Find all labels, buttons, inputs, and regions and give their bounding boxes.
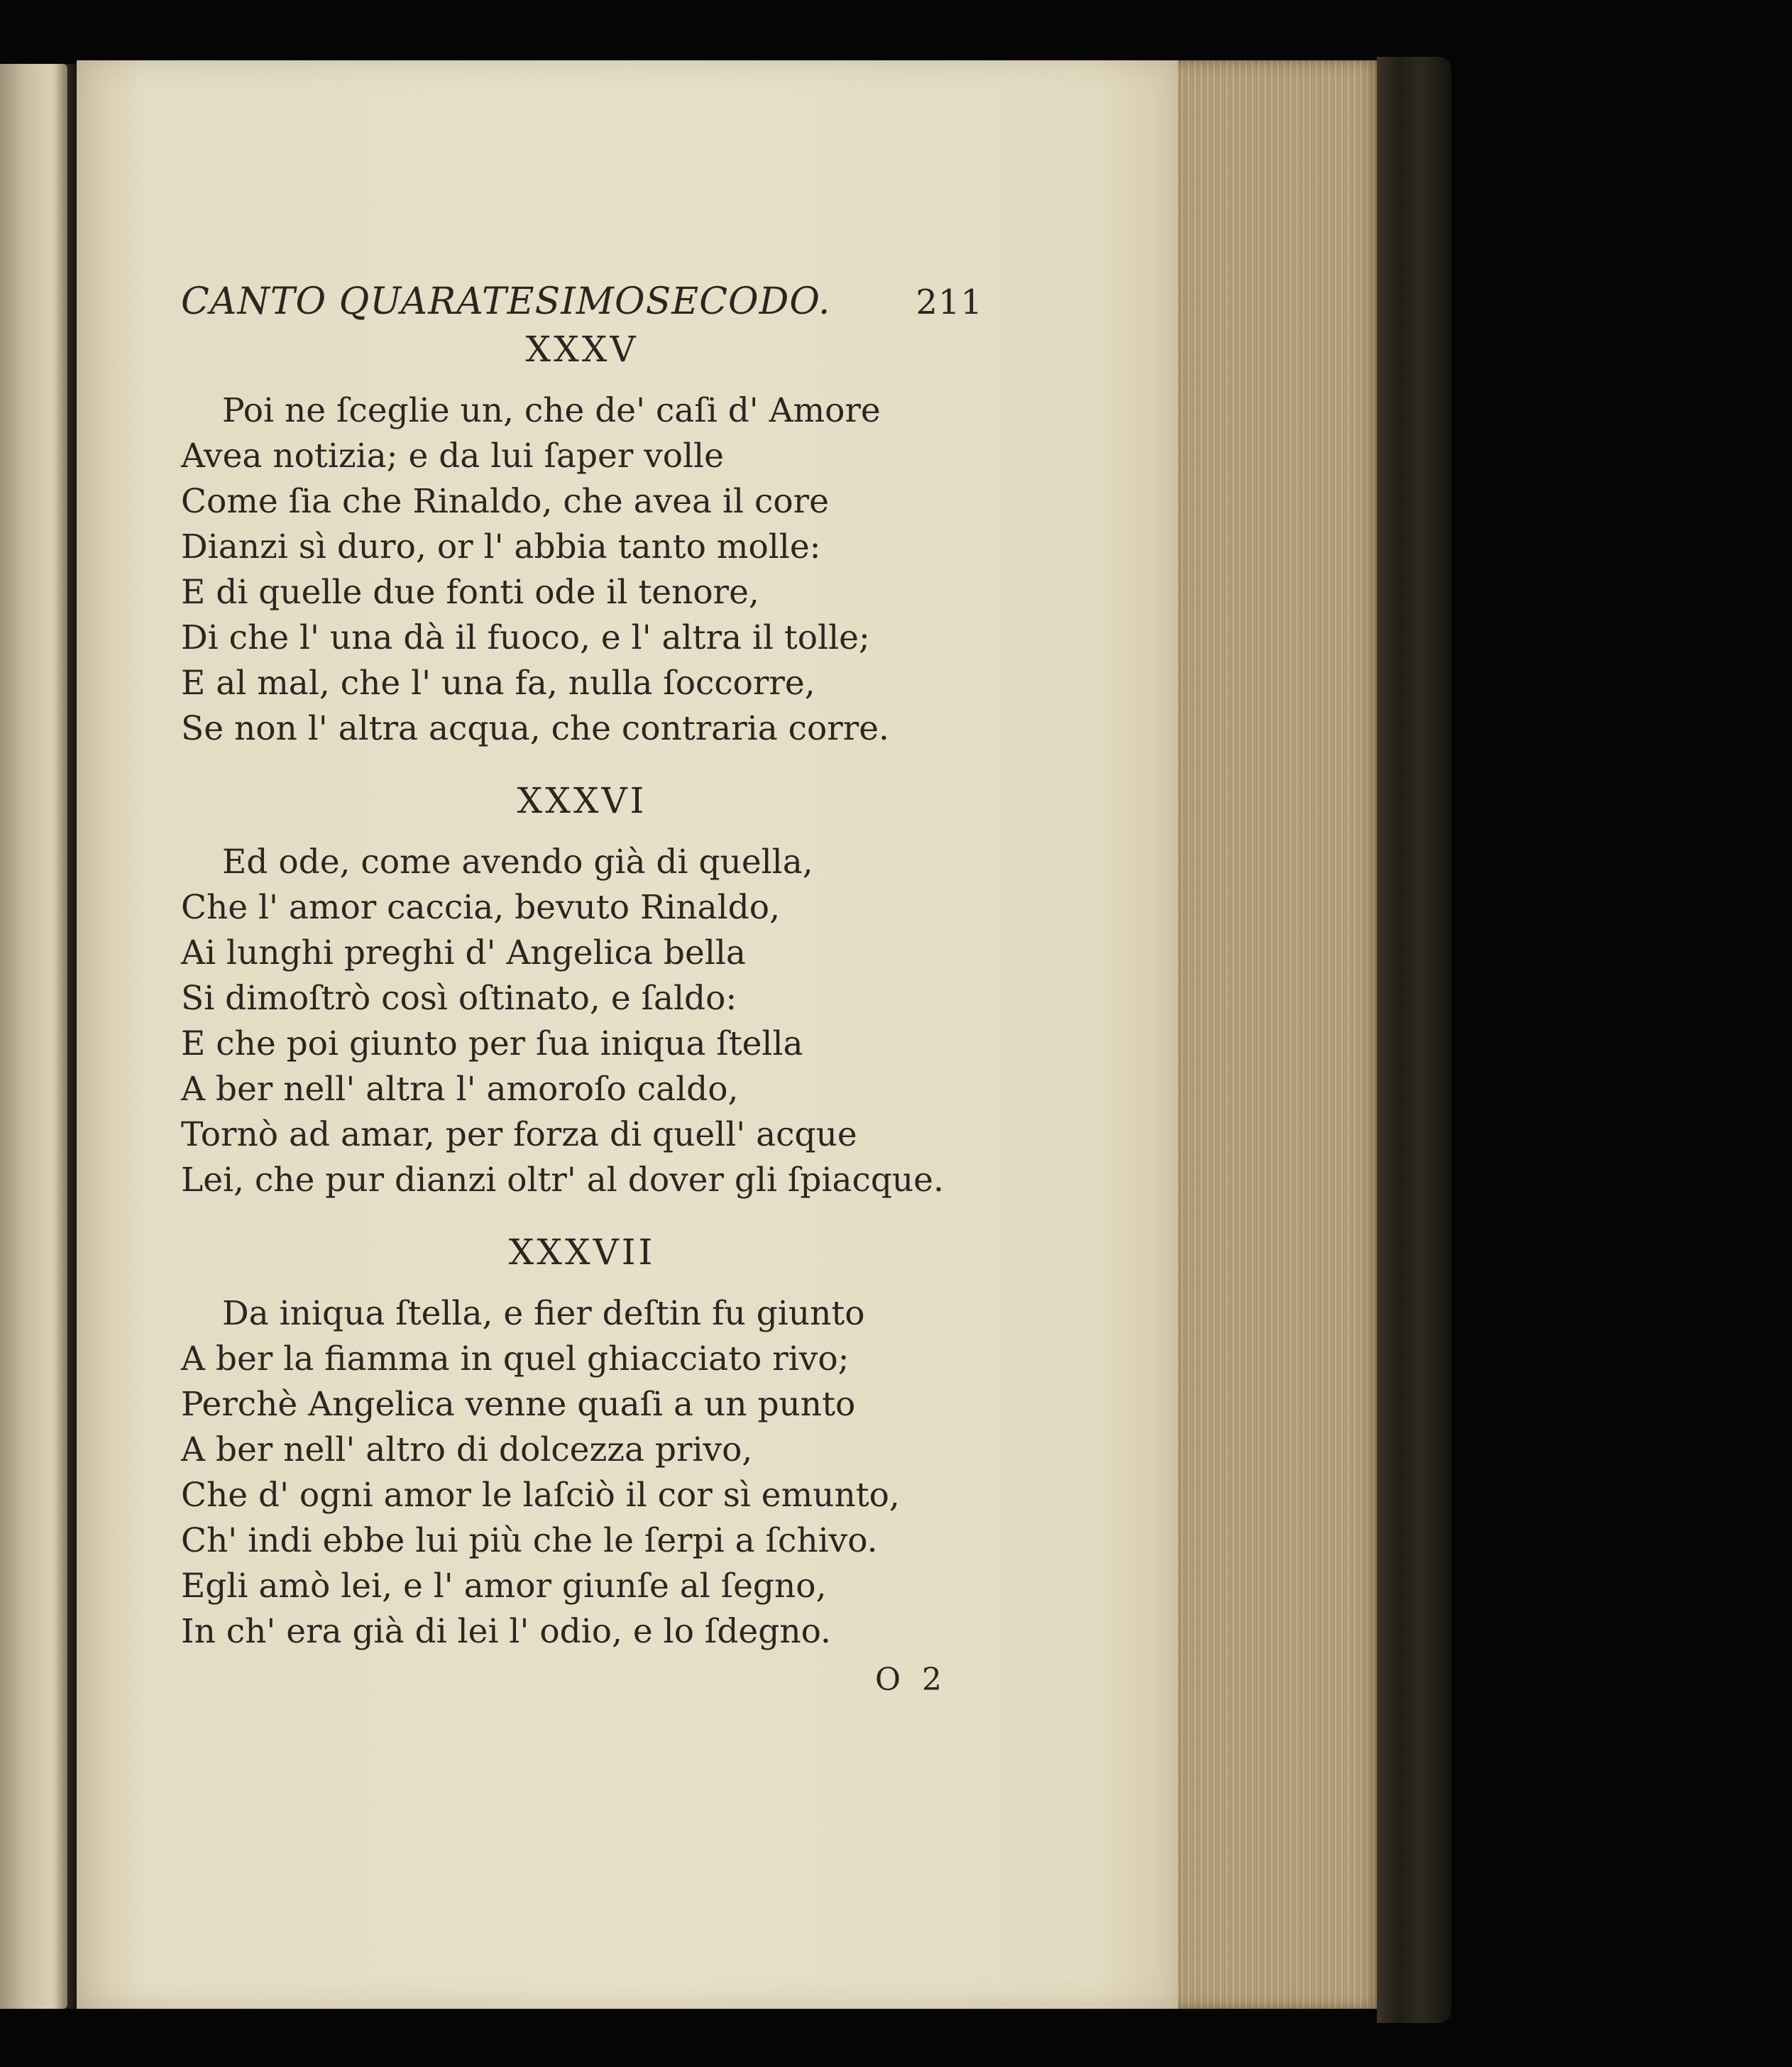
running-head bbox=[181, 280, 983, 323]
verse-line: E al mal, che l' una fa, nulla ſoccorre, bbox=[181, 664, 815, 703]
verse-line: Di che l' una dà il fuoco, e l' altra il tolle; bbox=[181, 618, 870, 657]
verse-line: Dianzi sì duro, or l' abbia tanto molle: bbox=[181, 527, 821, 566]
verse-line: Ch' indi ebbe lui più che le ſerpi a ſchivo. bbox=[181, 1521, 878, 1560]
stanza-numeral: XXXV bbox=[525, 329, 639, 370]
page-text bbox=[181, 280, 983, 1698]
stanza-numeral: XXXVII bbox=[508, 1232, 656, 1273]
verse-line: In ch' era già di lei l' odio, e lo ſdegno. bbox=[181, 1612, 831, 1651]
verse-line: E che poi giunto per ſua iniqua ſtella bbox=[181, 1024, 803, 1063]
verse-line: Che d' ogni amor le laſciò il cor sì emunto, bbox=[181, 1476, 900, 1515]
page-block-edges bbox=[1178, 60, 1380, 2009]
verse-line: Se non l' altra acqua, che contraria corre. bbox=[181, 709, 889, 748]
verse-line: Da iniqua ſtella, e fier deſtin fu giunto bbox=[222, 1294, 865, 1333]
verse-line: Come ſia che Rinaldo, che avea il core bbox=[181, 482, 829, 521]
verse-line: Avea notizia; e da lui ſaper volle bbox=[181, 437, 724, 476]
stanza bbox=[181, 780, 983, 1203]
verse-line: Egli amò lei, e l' amor giunſe al ſegno, bbox=[181, 1567, 827, 1606]
verse-line: Ed ode, come avendo già di quella, bbox=[222, 843, 813, 882]
stanza bbox=[181, 1232, 983, 1655]
verse-line: Ai lunghi preghi d' Angelica bella bbox=[181, 933, 746, 972]
verse-line: Tornò ad amar, per forza di quell' acque bbox=[181, 1115, 857, 1154]
book-cover bbox=[1377, 57, 1451, 2023]
verse-line: A ber la fiamma in quel ghiacciato rivo; bbox=[181, 1339, 850, 1378]
verse-line: A ber nell' altra l' amoroſo caldo, bbox=[181, 1070, 739, 1109]
verse-line: Perchè Angelica venne quaſi a un punto bbox=[181, 1385, 856, 1424]
signature-mark: O 2 bbox=[874, 1662, 947, 1698]
stanza-numeral: XXXVI bbox=[517, 780, 647, 821]
verse-line: Poi ne ſceglie un, che de' caſi d' Amore bbox=[222, 391, 881, 430]
stanza bbox=[181, 329, 983, 752]
verse-line: E di quelle due fonti ode il tenore, bbox=[181, 573, 759, 612]
verse-line: A ber nell' altro di dolcezza privo, bbox=[181, 1430, 753, 1469]
running-head-title: CANTO QUARATESIMOSECODO. bbox=[181, 280, 831, 323]
page-number: 211 bbox=[916, 283, 983, 322]
verse-line: Lei, che pur dianzi oltr' al dover gli ſpiacque. bbox=[181, 1161, 944, 1200]
verse-line: Che l' amor caccia, bevuto Rinaldo, bbox=[181, 888, 781, 927]
verse-line: Si dimoſtrò così oſtinato, e ſaldo: bbox=[181, 979, 737, 1018]
